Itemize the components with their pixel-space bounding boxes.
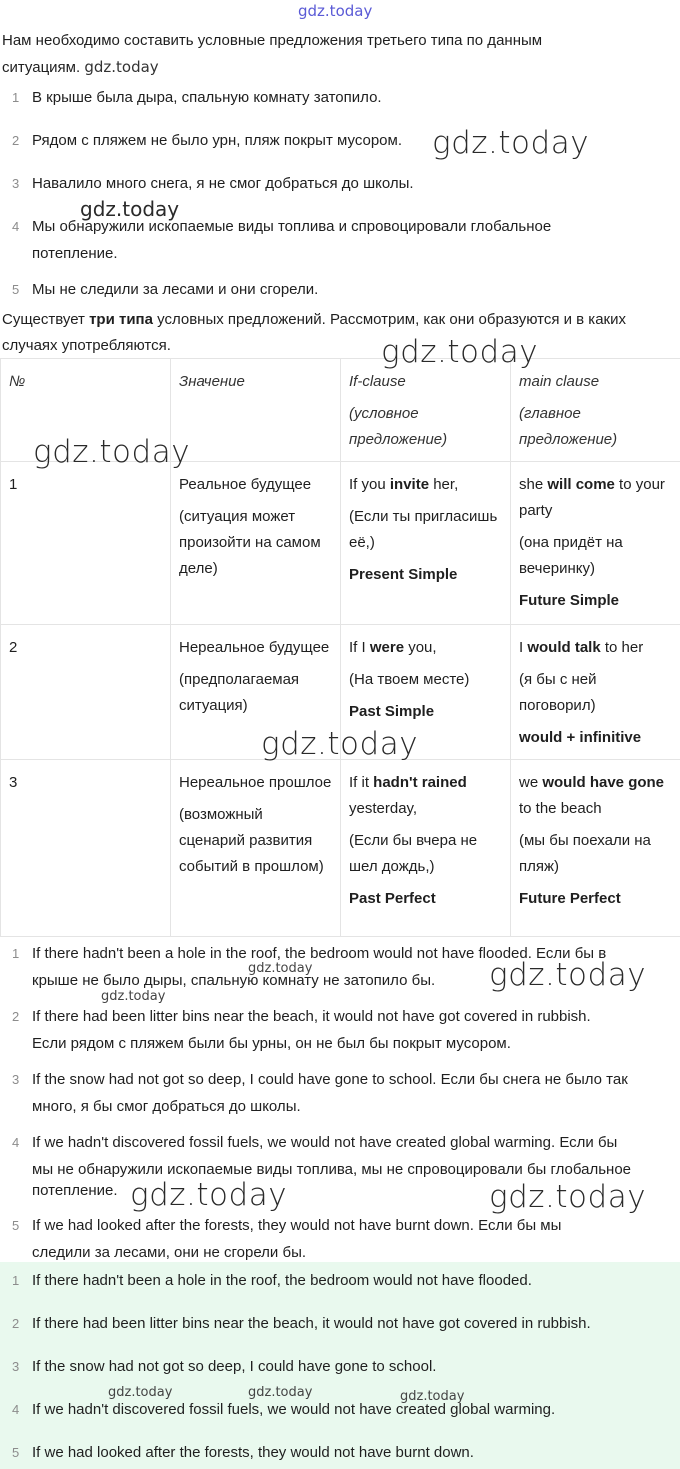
watermark: gdz.today bbox=[108, 1385, 173, 1400]
intro-line-1: Нам необходимо составить условные предложения третьего типа по данным bbox=[2, 32, 543, 49]
header-num: № bbox=[1, 359, 171, 462]
watermark-top: gdz.today bbox=[298, 2, 373, 20]
final-answer-text: If we had looked after the forests, they would not have burnt down. bbox=[32, 1444, 474, 1461]
table-row bbox=[1, 462, 680, 625]
row-main-clause bbox=[511, 625, 680, 760]
watermark: gdz.today bbox=[400, 1389, 465, 1404]
list-text: Навалило много снега, я не смог добраться до школы. bbox=[32, 175, 414, 192]
header-if-clause-ru: (условное предложение) bbox=[349, 405, 448, 448]
main-tense: would + infinitive bbox=[519, 729, 642, 746]
if-example bbox=[349, 635, 502, 661]
answer-line: If we had looked after the forests, they would not have burnt down. Если бы мы bbox=[32, 1217, 562, 1234]
list-number: 5 bbox=[12, 282, 20, 297]
answer-line: много, я бы смог добраться до школы. bbox=[32, 1098, 301, 1115]
final-answer-number: 3 bbox=[12, 1359, 20, 1374]
row-if-clause bbox=[341, 760, 511, 937]
list-text-line: Мы обнаружили ископаемые виды топлива и спровоцировали глобальное bbox=[32, 218, 552, 235]
answer-number: 1 bbox=[12, 946, 20, 961]
meaning-title: Нереальное прошлое bbox=[179, 774, 332, 791]
header-if-clause bbox=[341, 359, 511, 462]
answer-number: 3 bbox=[12, 1072, 20, 1087]
final-answer-number: 4 bbox=[12, 1402, 20, 1417]
final-answer-text: If there hadn't been a hole in the roof, the bedroom would not have flooded. bbox=[32, 1272, 532, 1289]
table-row bbox=[1, 760, 680, 937]
main-translation: (она придёт на вечеринку) bbox=[519, 534, 623, 577]
explanation-line-2: случаях употребляются. bbox=[2, 337, 171, 354]
if-tense: Past Simple bbox=[349, 703, 435, 720]
list-text-line: потепление. bbox=[32, 245, 118, 262]
row-num: 3 bbox=[1, 760, 171, 937]
if-part-a: If I bbox=[349, 639, 370, 656]
watermark: gdz.today bbox=[248, 961, 313, 976]
main-part-c: to your party bbox=[519, 476, 665, 519]
main-translation: (мы бы поехали на пляж) bbox=[519, 832, 651, 875]
if-part-c: you, bbox=[404, 639, 437, 656]
answer-text bbox=[32, 1212, 678, 1266]
explanation-line-1 bbox=[2, 307, 678, 333]
header-main-clause bbox=[511, 359, 680, 462]
row-main-clause bbox=[511, 760, 680, 937]
if-part-c: yesterday, bbox=[349, 800, 418, 817]
watermark: gdz.today bbox=[381, 334, 539, 370]
list-text: Мы не следили за лесами и они сгорели. bbox=[32, 281, 319, 298]
if-translation: (Если ты пригласишь её,) bbox=[349, 508, 498, 551]
meaning-note: (предполагаемая ситуация) bbox=[179, 671, 300, 714]
main-example bbox=[519, 472, 672, 524]
watermark: gdz.today bbox=[248, 1385, 313, 1400]
watermark: gdz.today bbox=[261, 726, 419, 762]
final-answer-number: 1 bbox=[12, 1273, 20, 1288]
header-main-clause-title: main clause bbox=[519, 373, 600, 390]
if-translation: (На твоем месте) bbox=[349, 671, 470, 688]
if-part-bold: hadn't rained bbox=[373, 774, 467, 791]
list-text: В крыше была дыра, спальную комнату затопило. bbox=[32, 89, 382, 106]
explanation-before: Существует bbox=[2, 311, 90, 328]
answer-number: 4 bbox=[12, 1135, 20, 1150]
if-part-a: If it bbox=[349, 774, 374, 791]
main-translation: (я бы с ней поговорил) bbox=[519, 671, 597, 714]
if-example bbox=[349, 472, 502, 498]
header-if-clause-title: If-clause bbox=[349, 373, 406, 390]
header-meaning: Значение bbox=[171, 359, 341, 462]
row-num: 1 bbox=[1, 462, 171, 625]
main-part-a: we bbox=[519, 774, 543, 791]
answer-number: 2 bbox=[12, 1009, 20, 1024]
main-tense: Future Simple bbox=[519, 592, 620, 609]
answer-line: If there hadn't been a hole in the roof, the bedroom would not have flooded. Если бы в bbox=[32, 945, 607, 962]
answer-line: If we hadn't discovered fossil fuels, we would not have created global warming. Если бы bbox=[32, 1134, 618, 1151]
list-number: 3 bbox=[12, 176, 20, 191]
watermark: gdz.today bbox=[130, 1177, 288, 1213]
main-part-a: I bbox=[519, 639, 528, 656]
final-answer-text: If there had been litter bins near the beach, it would not have got covered in rubbish. bbox=[32, 1315, 591, 1332]
main-tense: Future Perfect bbox=[519, 890, 621, 907]
main-example bbox=[519, 635, 672, 661]
answer-line: If the snow had not got so deep, I could have gone to school. Если бы снега не было так bbox=[32, 1071, 628, 1088]
answer-line: крыше не было дыры, спальную комнату не затопило бы. bbox=[32, 972, 436, 989]
meaning-note: (ситуация может произойти на самом деле) bbox=[179, 508, 321, 577]
row-meaning bbox=[171, 462, 341, 625]
watermark: gdz.today bbox=[101, 989, 166, 1004]
meaning-title: Реальное будущее bbox=[179, 476, 312, 493]
explanation-after: условных предложений. Рассмотрим, как они образуются и в каких bbox=[152, 311, 626, 328]
list-text: Рядом с пляжем не было урн, пляж покрыт мусором. bbox=[32, 132, 402, 149]
row-main-clause bbox=[511, 462, 680, 625]
answer-text bbox=[32, 1003, 678, 1057]
main-part-bold: would talk bbox=[527, 639, 601, 656]
list-text bbox=[32, 213, 678, 267]
answer-line: If there had been litter bins near the beach, it would not have got covered in rubbish. bbox=[32, 1008, 591, 1025]
answer-line: потепление. bbox=[32, 1182, 118, 1199]
final-answer-number: 5 bbox=[12, 1445, 20, 1460]
final-answer-text: If the snow had not got so deep, I could have gone to school. bbox=[32, 1358, 437, 1375]
if-example bbox=[349, 770, 502, 822]
if-part-bold: were bbox=[369, 639, 405, 656]
answer-number: 5 bbox=[12, 1218, 20, 1233]
if-part-bold: invite bbox=[389, 476, 430, 493]
main-example bbox=[519, 770, 672, 822]
if-part-c: her, bbox=[429, 476, 459, 493]
main-part-c: to her bbox=[600, 639, 644, 656]
watermark: gdz.today bbox=[489, 1179, 647, 1215]
intro-line-2: ситуациям. bbox=[2, 59, 81, 76]
answer-line: мы не обнаружили ископаемые виды топлива, мы не спровоцировали бы глобальное bbox=[32, 1161, 632, 1178]
answer-text bbox=[32, 1066, 678, 1120]
final-answer-text: If we hadn't discovered fossil fuels, we would not have created global warming. bbox=[32, 1401, 556, 1418]
if-tense: Present Simple bbox=[349, 566, 458, 583]
watermark: gdz.today bbox=[33, 434, 191, 470]
explanation-text bbox=[2, 307, 678, 359]
header-main-clause-ru: (главное предложение) bbox=[519, 405, 618, 448]
list-number: 2 bbox=[12, 133, 20, 148]
list-number: 4 bbox=[12, 219, 20, 234]
row-num: 2 bbox=[1, 625, 171, 760]
main-part-bold: will come bbox=[547, 476, 615, 493]
main-part-c: to the beach bbox=[519, 800, 602, 817]
if-part-a: If you bbox=[349, 476, 390, 493]
row-meaning bbox=[171, 760, 341, 937]
main-part-a: she bbox=[519, 476, 548, 493]
if-tense: Past Perfect bbox=[349, 890, 436, 907]
main-part-bold: would have gone bbox=[542, 774, 665, 791]
meaning-title: Нереальное будущее bbox=[179, 639, 330, 656]
list-number: 1 bbox=[12, 90, 20, 105]
watermark-inline: gdz.today bbox=[84, 58, 159, 76]
answer-line: Если рядом с пляжем были бы урны, он не был бы покрыт мусором. bbox=[32, 1035, 511, 1052]
watermark: gdz.today bbox=[432, 125, 590, 161]
row-if-clause bbox=[341, 462, 511, 625]
if-translation: (Если бы вчера не шел дождь,) bbox=[349, 832, 478, 875]
answer-line: следили за лесами, они не сгорели бы. bbox=[32, 1244, 307, 1261]
watermark: gdz.today bbox=[489, 957, 647, 993]
watermark: gdz.today bbox=[80, 197, 180, 221]
final-answer-number: 2 bbox=[12, 1316, 20, 1331]
explanation-bold: три типа bbox=[89, 311, 153, 328]
meaning-note: (возможный сценарий развития событий в прошлом) bbox=[179, 806, 324, 875]
intro-text bbox=[2, 28, 678, 81]
